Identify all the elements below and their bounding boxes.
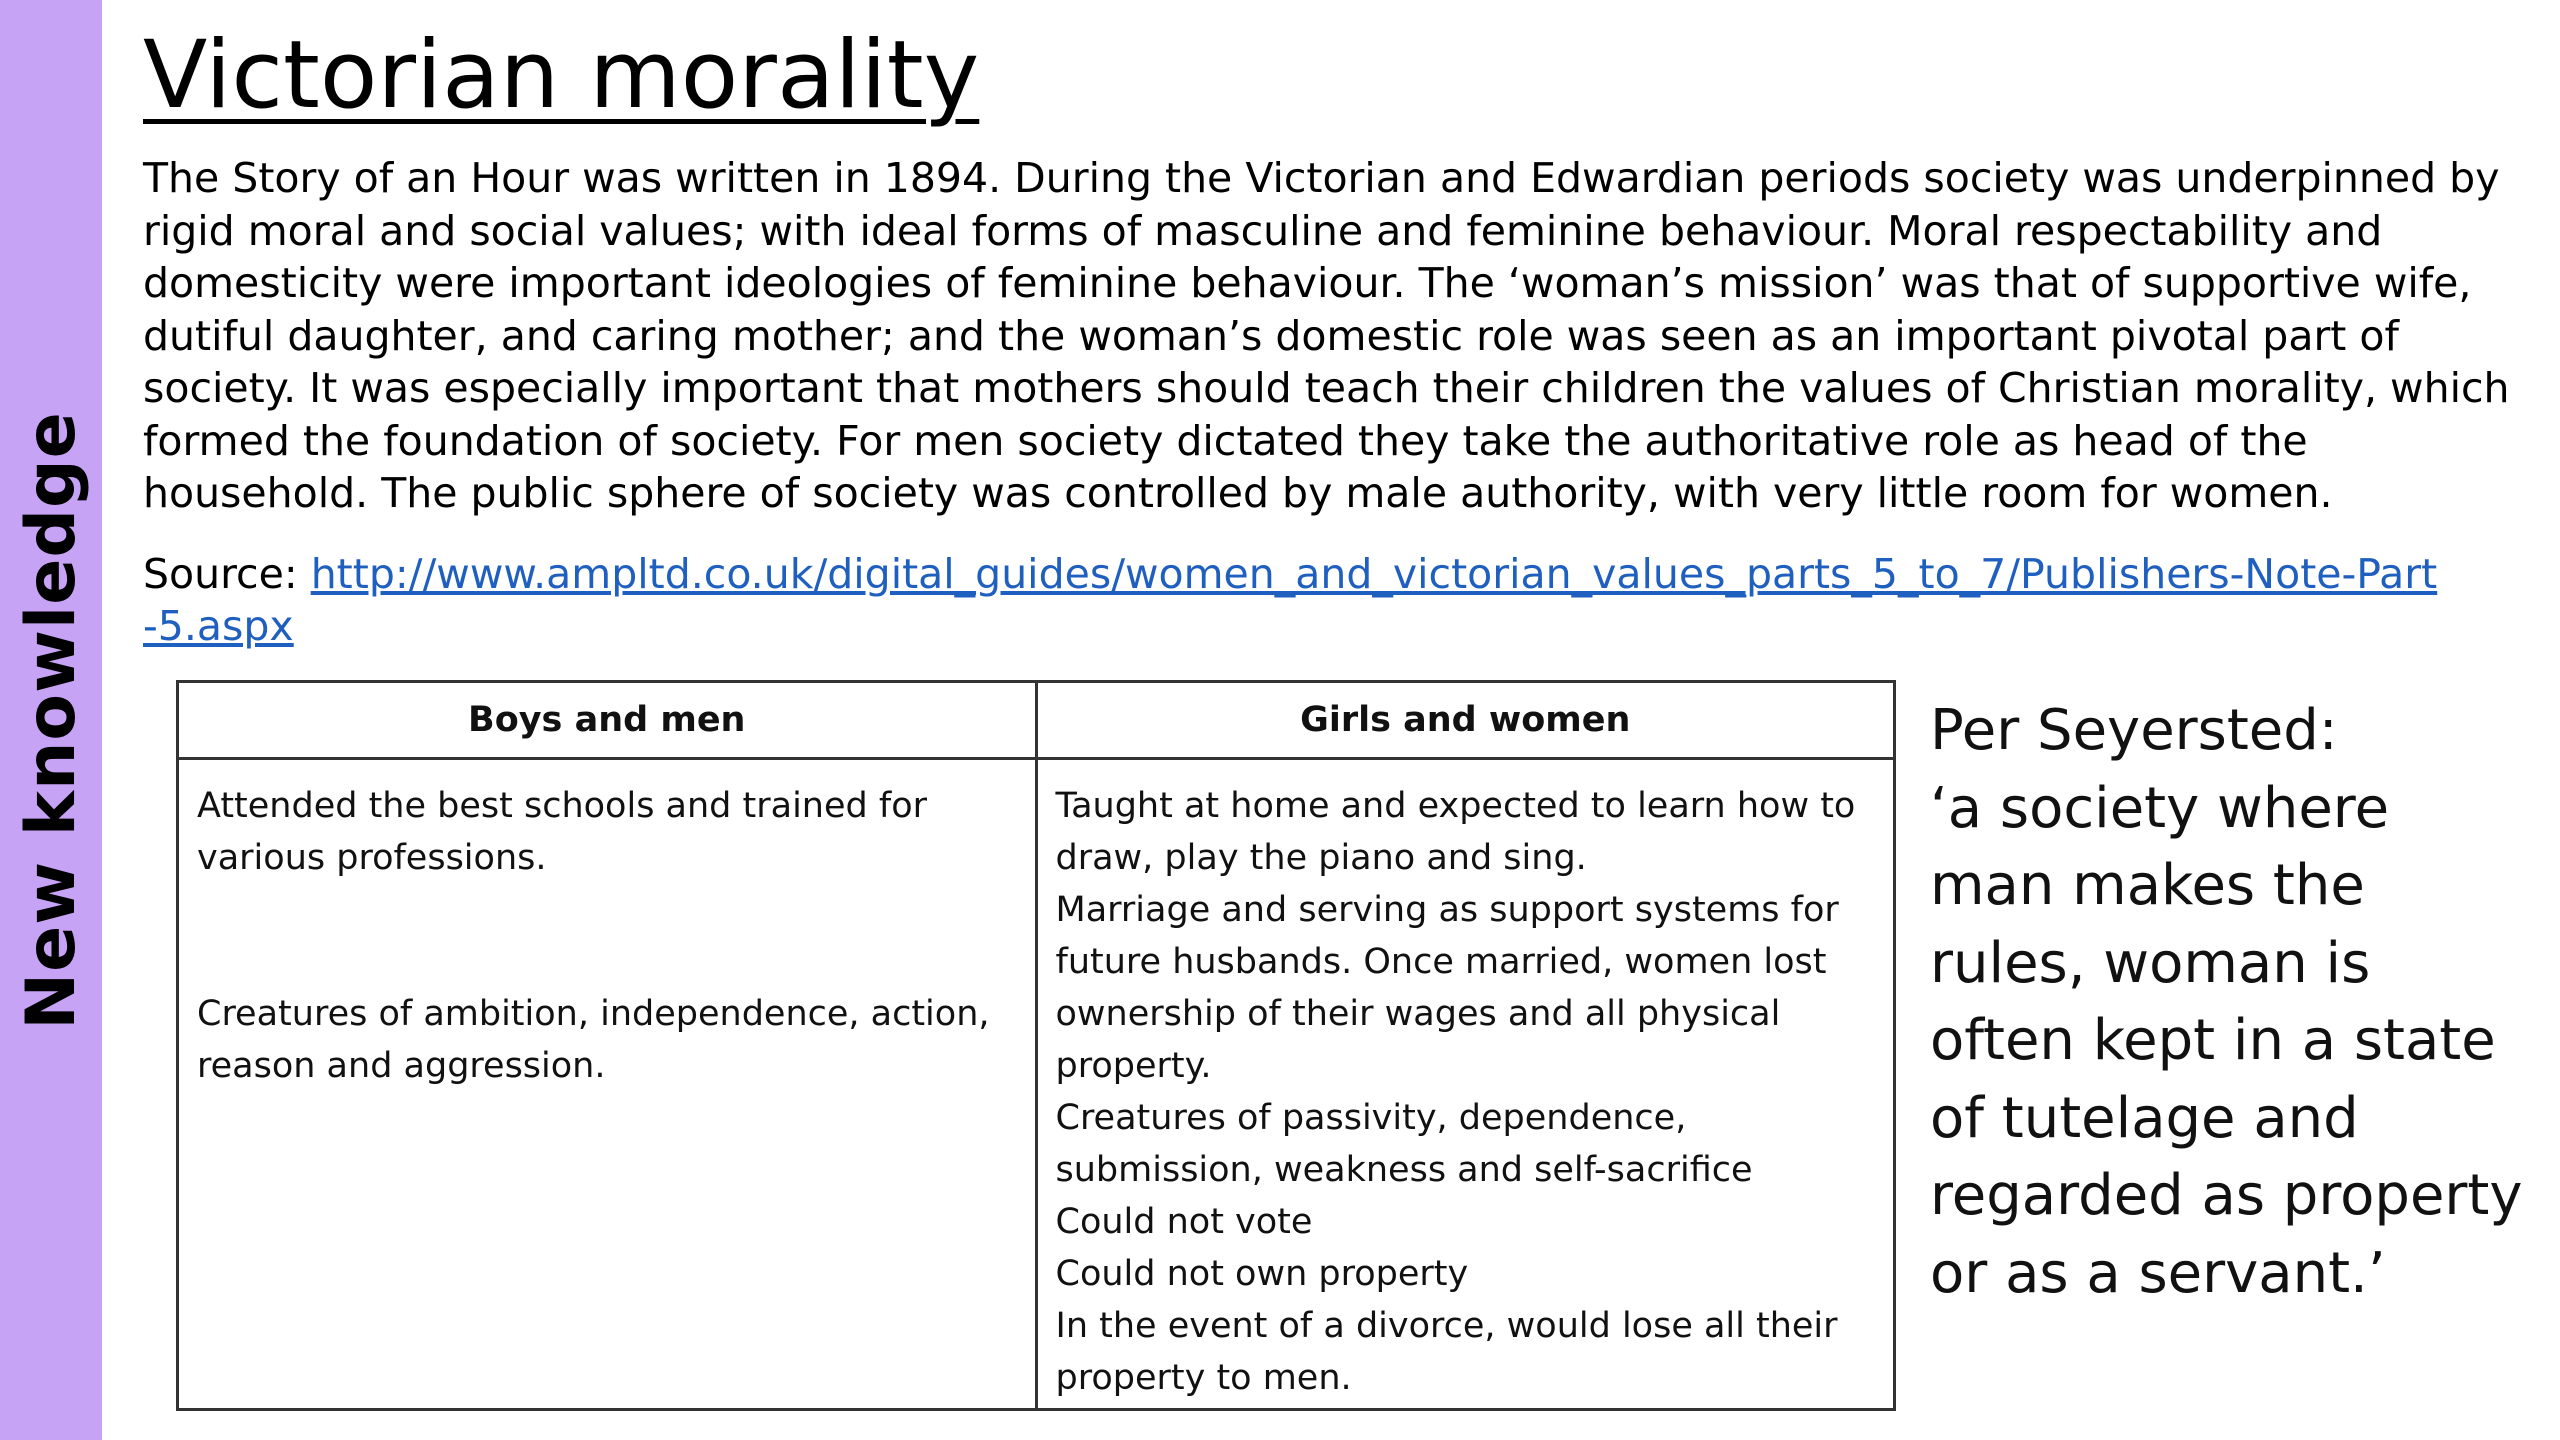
girls-item-traits: Creatures of passivity, dependence, submission, weakness and self-sacrifice (1055, 1098, 1753, 1190)
quote-author: Per Seyersted: (1930, 698, 2338, 763)
boys-cell (178, 759, 1037, 1410)
boys-item-education: Attended the best schools and trained for various professions. (197, 786, 927, 878)
source-line (143, 548, 2443, 652)
girls-cell (1036, 759, 1895, 1410)
intro-paragraph: The Story of an Hour was written in 1894. During the Victorian and Edwardian periods society was underpinned by rigid moral and social values; with ideal forms of masculine and feminine behaviour. Moral respectability and domesticity were important ideologies of feminine behaviour. The ‘woman’s mission’ was that of supportive wife, dutiful daughter, and caring mother; and the woman’s domestic role was seen as an important pivotal part of society. It was especially important that mothers should teach their children the values of Christian morality, which formed the foundation of society. For men society dictated they take the authoritative role as head of the household. The public sphere of society was controlled by male authority, with very little room for women. (143, 154, 2510, 517)
quote-text: ‘a society where man makes the rules, woman is often kept in a state of tutelage and regarded as property or as a servant.’ (1930, 775, 2523, 1306)
girls-item-property: Could not own property (1055, 1254, 1469, 1294)
girls-item-vote: Could not vote (1055, 1202, 1313, 1242)
comparison-table (176, 680, 1896, 1411)
cell-spacer (197, 884, 1017, 988)
girls-item-marriage: Marriage and serving as support systems for future husbands. Once married, women lost ownership of their wages and all physical property. (1055, 890, 1839, 1086)
girls-item-education: Taught at home and expected to learn how to draw, play the piano and sing. (1055, 786, 1856, 878)
page-title: Victorian morality (143, 21, 980, 130)
header-boys-and-men: Boys and men (178, 682, 1037, 759)
table-header-row (178, 682, 1895, 759)
girls-item-divorce: In the event of a divorce, would lose all their property to men. (1055, 1306, 1838, 1398)
source-label: Source: (143, 550, 298, 598)
source-link[interactable]: http://www.ampltd.co.uk/digital_guides/women_and_victorian_values_parts_5_to_7/Publishers-Note-Part-5.aspx (143, 550, 2438, 650)
boys-item-traits: Creatures of ambition, independence, action, reason and aggression. (197, 994, 990, 1086)
sidebar-label: New knowledge (11, 410, 91, 1030)
sidebar (0, 0, 102, 1440)
header-girls-and-women: Girls and women (1036, 682, 1895, 759)
seyersted-quote (1930, 692, 2530, 1312)
table-row (178, 759, 1895, 1410)
